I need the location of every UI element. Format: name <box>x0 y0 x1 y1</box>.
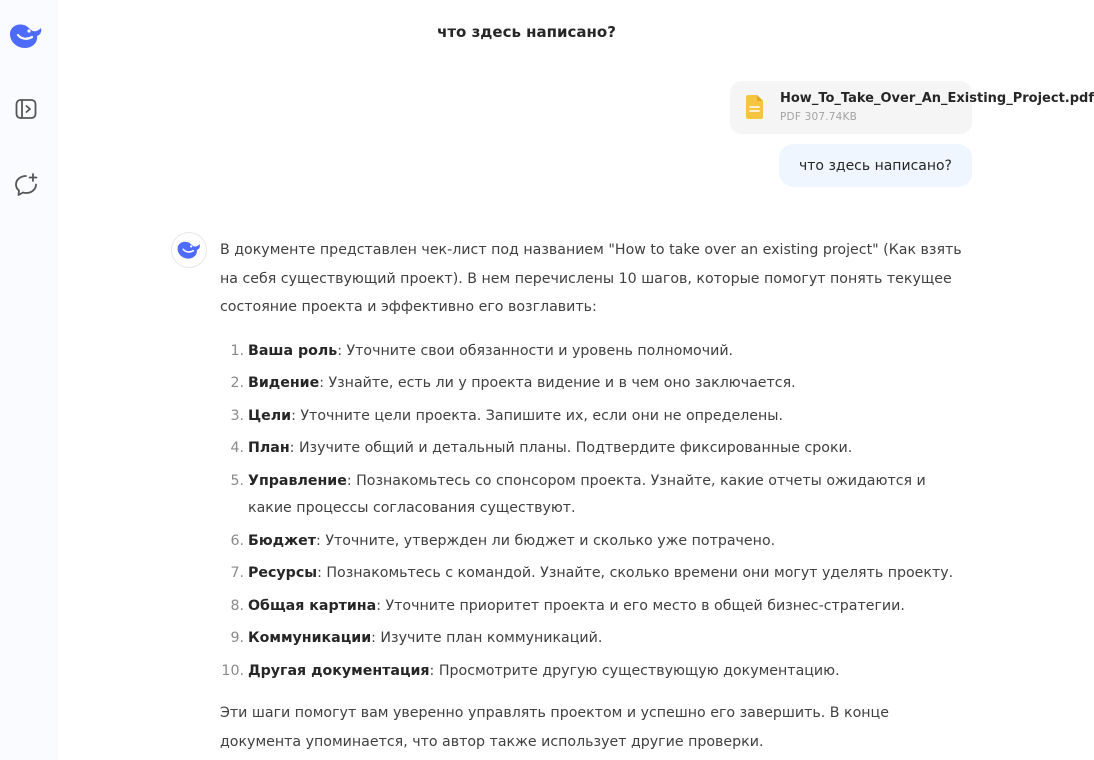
step-title: Видение <box>248 375 320 392</box>
step-title: Управление <box>248 472 347 489</box>
list-item <box>220 435 972 463</box>
list-item <box>220 528 972 556</box>
step-number: 1. <box>230 342 244 359</box>
step-number: 3. <box>230 407 244 424</box>
assistant-outro: Эти шаги помогут вам уверенно управлять проектом и успешно его завершить. В конце документа упоминается, что автор также использует другие проверки. <box>220 705 889 750</box>
list-item <box>220 468 972 523</box>
list-item <box>220 338 972 366</box>
step-number: 9. <box>230 630 244 647</box>
step-number: 7. <box>230 565 244 582</box>
new-chat-icon[interactable] <box>10 169 42 201</box>
step-title: Другая документация <box>248 662 430 679</box>
step-text: : Уточните приоритет проекта и его место в общей бизнес-стратегии. <box>376 597 905 614</box>
list-item <box>220 625 972 653</box>
step-text: : Уточните цели проекта. Запишите их, если они не определены. <box>291 407 783 424</box>
chat-title: что здесь написано? <box>437 23 616 41</box>
step-number: 2. <box>230 375 244 392</box>
step-title: Ваша роль <box>248 342 338 359</box>
step-title: Цели <box>248 407 292 424</box>
step-number: 6. <box>230 532 244 549</box>
assistant-intro: В документе представлен чек-лист под названием "How to take over an existing project" (Как взять на себя существующий проект). В нем перечислены 10 шагов, которые помогут понять текущее состояние проекта и эффективно его возглавить: <box>220 242 962 316</box>
step-title: Коммуникации <box>248 630 372 647</box>
assistant-avatar-icon <box>171 232 207 268</box>
list-item <box>220 370 972 398</box>
step-number: 8. <box>230 597 244 614</box>
document-icon <box>744 95 764 119</box>
deepseek-logo-icon[interactable] <box>10 20 42 52</box>
step-text: : Узнайте, есть ли у проекта видение и в чем оно заключается. <box>319 375 796 392</box>
user-message: что здесь написано? <box>779 144 972 187</box>
open-sidebar-icon[interactable] <box>10 93 42 125</box>
step-title: Общая картина <box>248 597 377 614</box>
list-item <box>220 593 972 621</box>
step-text: : Познакомьтесь с командой. Узнайте, сколько времени они могут уделять проекту. <box>317 565 954 582</box>
step-text: : Просмотрите другую существующую документацию. <box>429 662 840 679</box>
step-number: 10. <box>221 662 244 679</box>
sidebar <box>0 0 58 760</box>
attachment-card[interactable] <box>730 81 1094 134</box>
step-number: 5. <box>230 472 244 489</box>
assistant-message <box>220 236 972 756</box>
list-item <box>220 403 972 431</box>
step-text: : Уточните свои обязанности и уровень полномочий. <box>337 342 734 359</box>
step-text: : Изучите план коммуникаций. <box>371 630 603 647</box>
list-item <box>220 658 972 686</box>
step-text: : Изучите общий и детальный планы. Подтвердите фиксированные сроки. <box>289 440 853 457</box>
attachment-meta: PDF 307.74KB <box>780 111 858 123</box>
step-title: План <box>248 440 290 457</box>
list-item <box>220 560 972 588</box>
step-title: Ресурсы <box>248 565 318 582</box>
attachment-name: How_To_Take_Over_An_Existing_Project.pdf <box>780 91 1094 106</box>
step-text: : Уточните, утвержден ли бюджет и сколько уже потрачено. <box>316 532 776 549</box>
step-number: 4. <box>230 440 244 457</box>
step-text: : Познакомьтесь со спонсором проекта. Узнайте, какие отчеты ожидаются и какие процессы согласования существуют. <box>248 472 926 517</box>
steps-list <box>220 338 972 686</box>
step-title: Бюджет <box>248 532 317 549</box>
